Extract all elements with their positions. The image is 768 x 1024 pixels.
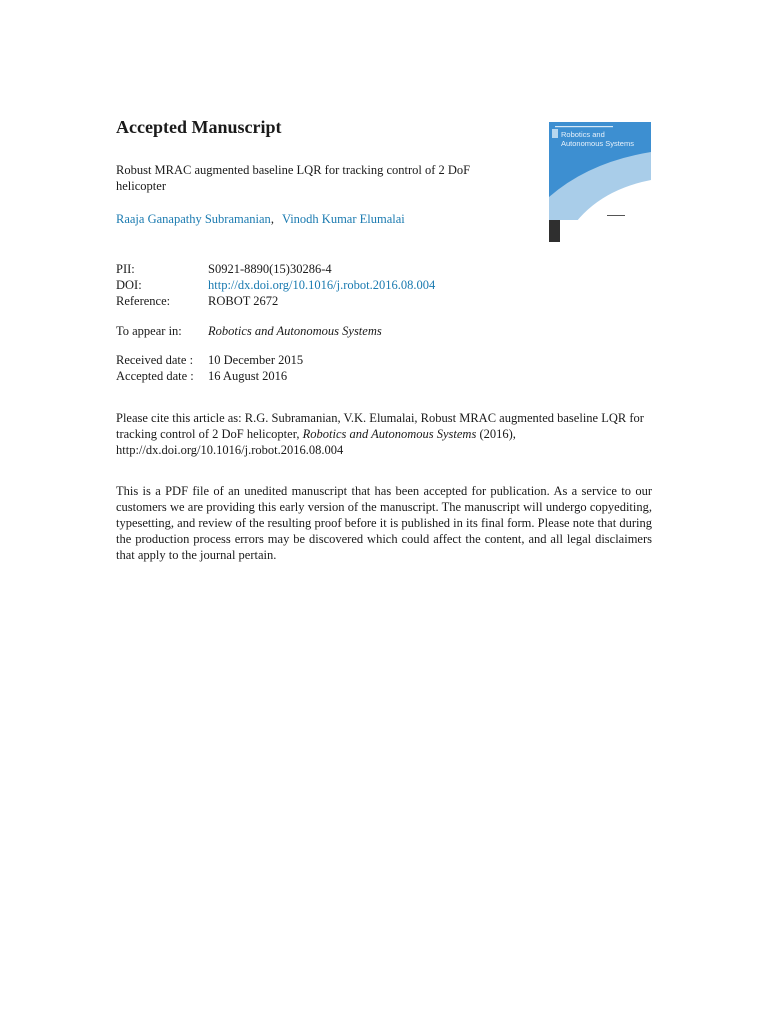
cover-journal-title-line2: Autonomous Systems <box>561 139 634 148</box>
author-separator: , <box>270 212 274 226</box>
article-title: Robust MRAC augmented baseline LQR for tracking control of 2 DoF helicopter <box>116 163 471 193</box>
pii-label: PII: <box>116 262 135 276</box>
appear-label: To appear in: <box>116 324 182 338</box>
citation-journal: Robotics and Autonomous Systems <box>302 427 477 441</box>
appear-row <box>116 323 382 339</box>
identifier-block <box>116 261 435 309</box>
doi-row <box>116 277 435 293</box>
citation-paragraph <box>116 410 652 458</box>
accepted-label: Accepted date : <box>116 369 194 383</box>
reference-label: Reference: <box>116 294 171 308</box>
journal-cover-image <box>549 122 651 242</box>
page-title: Accepted Manuscript <box>116 117 282 137</box>
doi-label: DOI: <box>116 278 142 292</box>
cover-journal-title-line1: Robotics and <box>561 130 605 139</box>
pii-value: S0921-8890(15)30286-4 <box>208 262 332 276</box>
appear-block <box>116 323 382 339</box>
pii-row <box>116 261 435 277</box>
received-value: 10 December 2015 <box>208 353 304 367</box>
author-link[interactable]: Vinodh Kumar Elumalai <box>281 212 405 226</box>
received-label: Received date : <box>116 353 194 367</box>
accepted-row <box>116 368 303 384</box>
accepted-value: 16 August 2016 <box>208 369 288 383</box>
received-row <box>116 352 303 368</box>
reference-value: ROBOT 2672 <box>208 294 279 308</box>
manuscript-notice: This is a PDF file of an unedited manuscript that has been accepted for publication. As a service to our customers we are providing this early version of the manuscript. The manuscript will undergo copyediting, typesetting, and review of the resulting proof before it is published in its final form. Please note that during the production process errors may be discovered which could affect the content, and all legal disclaimers that apply to the journal pertain. <box>116 484 652 562</box>
reference-row <box>116 293 435 309</box>
author-list <box>116 211 405 227</box>
citation-suffix: (2016), http://dx.doi.org/10.1016/j.robot.2016.08.004 <box>116 427 516 457</box>
citation-prefix: Please cite this article as: R.G. Subramanian, V.K. Elumalai, Robust MRAC augmented baseline LQR for tracking control of 2 DoF helicopter, <box>116 411 644 441</box>
doi-link[interactable]: http://dx.doi.org/10.1016/j.robot.2016.08.004 <box>208 278 436 292</box>
author-link[interactable]: Raaja Ganapathy Subramanian <box>116 212 271 226</box>
journal-cover-art <box>549 122 651 242</box>
journal-name: Robotics and Autonomous Systems <box>208 324 382 338</box>
dates-block <box>116 352 303 384</box>
